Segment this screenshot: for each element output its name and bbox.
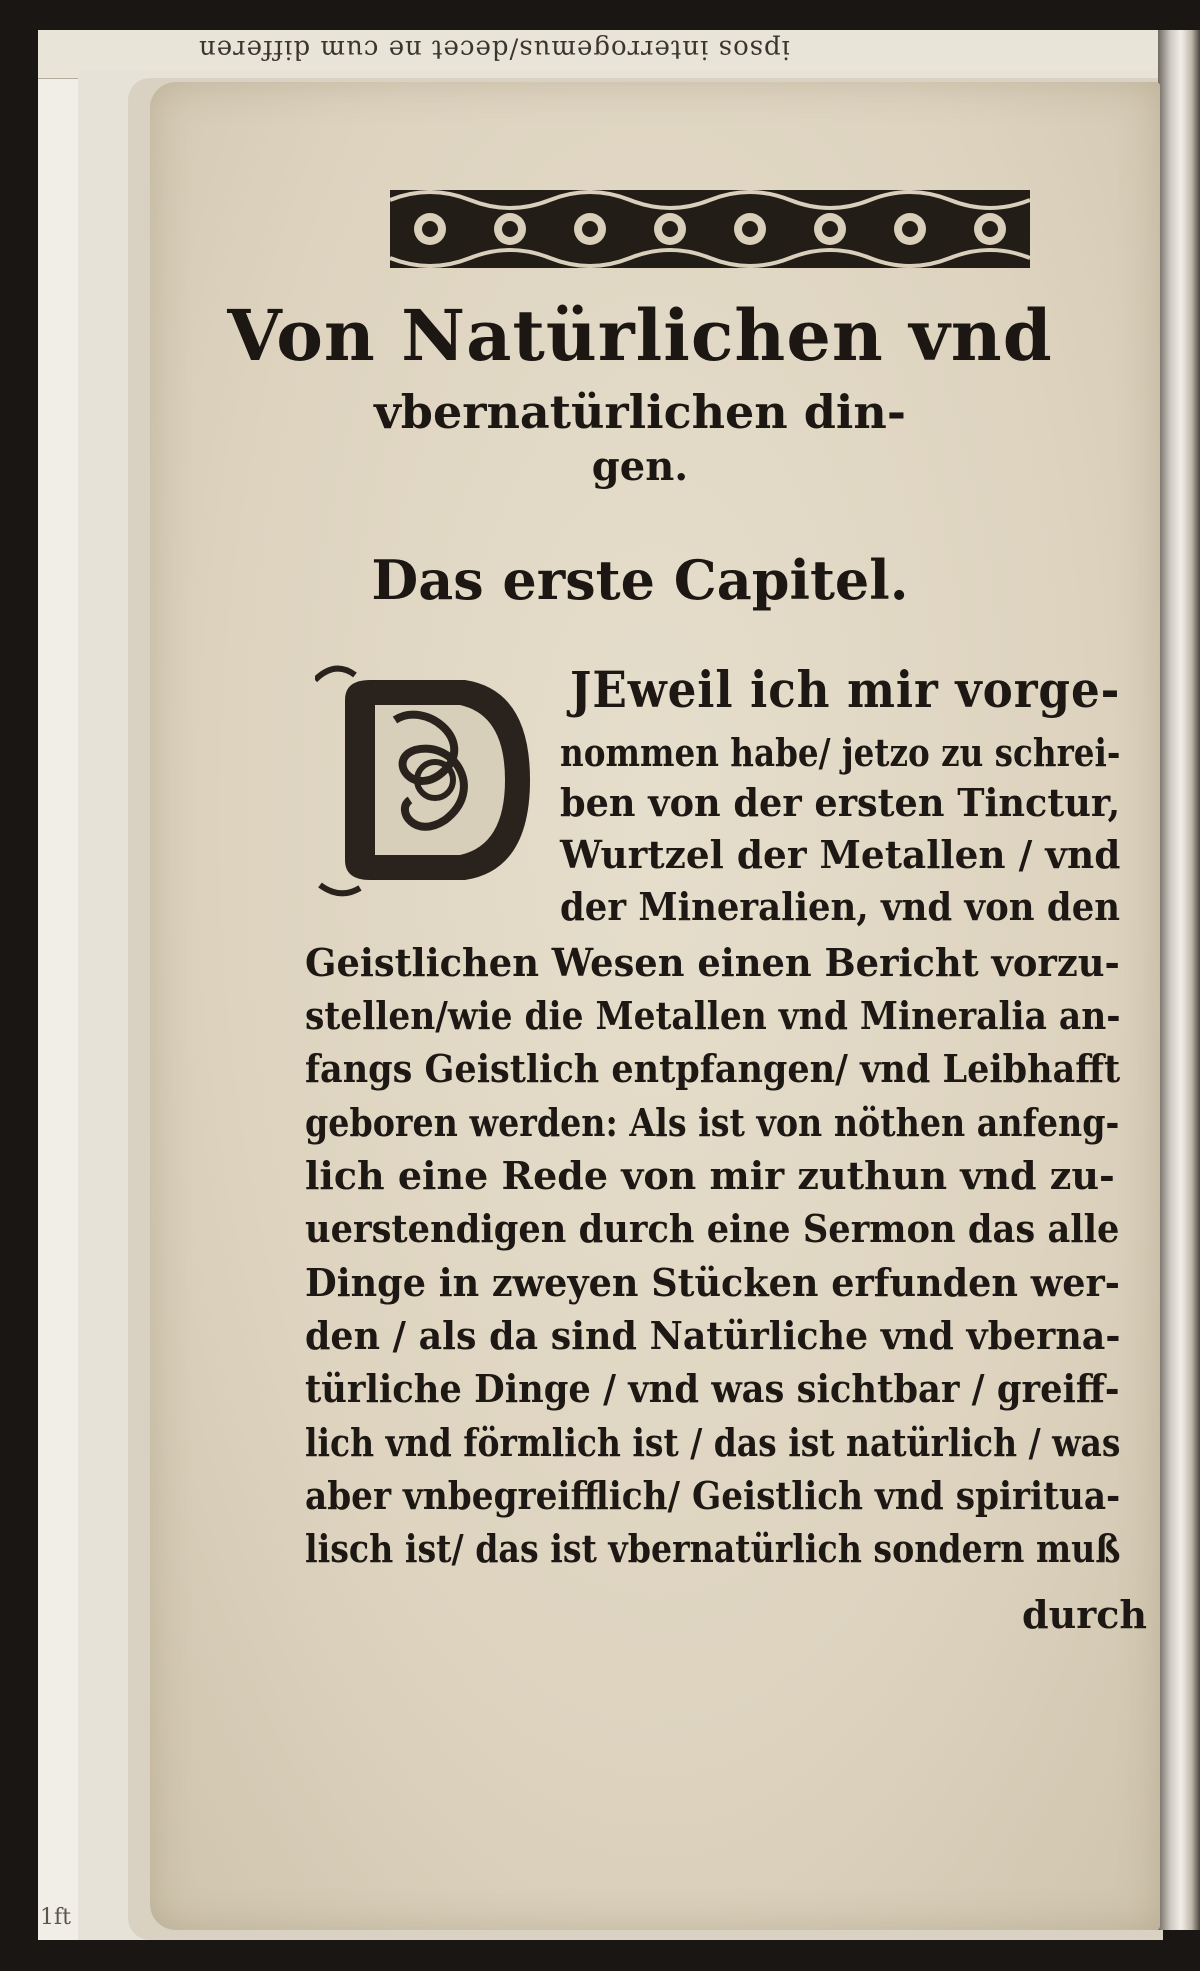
first-line: JEweil ich mir vorge- <box>570 660 1121 719</box>
body-line: ben von der ersten Tinctur, <box>560 780 1121 825</box>
body-line: lich vnd förmlich ist / das ist natürlich / was <box>305 1420 1121 1465</box>
body-line: den / als da sind Natürliche vnd vberna- <box>305 1313 1121 1358</box>
body-line: Dinge in zweyen Stücken erfunden wer- <box>305 1260 1120 1305</box>
body-line: stellen/wie die Metallen vnd Mineralia an- <box>305 993 1121 1038</box>
catchword: durch <box>1022 1592 1147 1637</box>
body-line: der Mineralien, vnd von den <box>560 884 1121 929</box>
body-line: Wurtzel der Metallen / vnd <box>560 832 1121 877</box>
chapter-heading: Das erste Capitel. <box>371 548 909 612</box>
page-title <box>190 290 1090 492</box>
body-line: nommen habe/ jetzo zu schrei- <box>560 730 1121 775</box>
ornamental-border <box>390 190 1030 268</box>
body-line: Geistlichen Wesen einen Bericht vorzu- <box>305 940 1120 985</box>
title-line-3: gen. <box>591 443 689 490</box>
body-line: uerstendigen durch eine Sermon das alle <box>305 1206 1120 1251</box>
body-line: lich eine Rede von mir zuthun vnd zu- <box>305 1153 1115 1198</box>
body-line: türliche Dinge / vnd was sichtbar / greiff- <box>305 1366 1120 1411</box>
title-line-1: Von Natürlichen vnd <box>227 294 1053 377</box>
book-binding <box>1158 30 1200 1930</box>
decorated-initial-d <box>315 660 555 900</box>
body-line: fangs Geistlich entpfangen/ vnd Leibhafft <box>305 1046 1121 1091</box>
title-line-2: vbernatürlichen din- <box>374 385 906 439</box>
body-line: lisch ist/ das ist vbernatürlich sondern muß <box>305 1526 1121 1571</box>
previous-page-mirrored-text: ipsos interrogemus/decet ne cum differen <box>198 34 790 64</box>
gutter-mark: 1ft <box>40 1905 71 1930</box>
body-line: geboren werden: Als ist von nöthen anfeng- <box>305 1100 1120 1145</box>
body-line: aber vnbegreifflich/ Geistlich vnd spiritua- <box>305 1473 1121 1518</box>
